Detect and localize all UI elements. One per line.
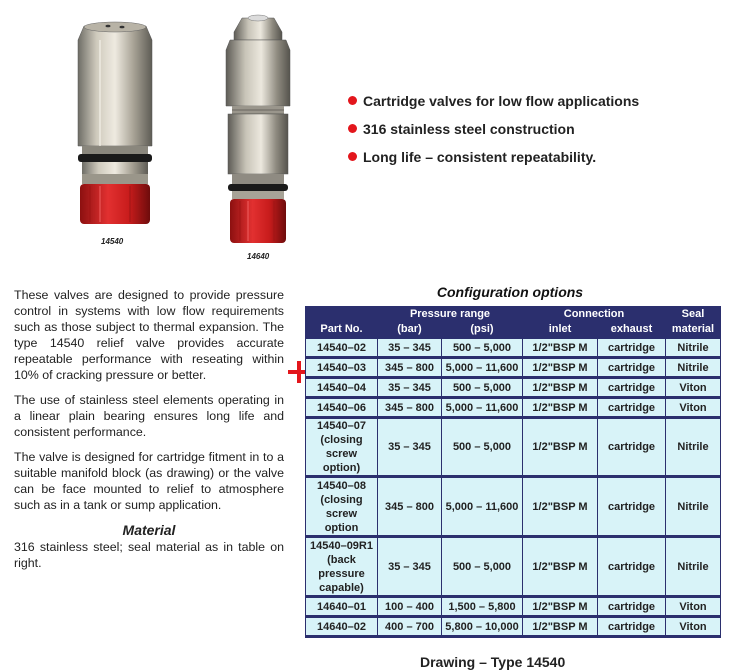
cell-part: 14540–02	[306, 338, 378, 358]
cell-psi: 5,800 – 10,000	[442, 617, 523, 637]
header-pressure-range: Pressure range	[378, 307, 523, 322]
header-seal: Seal	[666, 307, 721, 322]
header-material: material	[666, 322, 721, 338]
cell-seal: Nitrile	[666, 358, 721, 378]
cell-inlet: 1/2"BSP M	[523, 597, 598, 617]
cell-psi: 500 – 5,000	[442, 418, 523, 477]
cell-bar: 400 – 700	[378, 617, 442, 637]
cell-part: 14640–02	[306, 617, 378, 637]
cell-psi: 1,500 – 5,800	[442, 597, 523, 617]
cell-part: 14540–09R1 (back pressure capable)	[306, 537, 378, 597]
valve-14540-image	[70, 18, 160, 240]
valve-14640-caption: 14640	[247, 252, 270, 261]
cell-exhaust: cartridge	[598, 398, 666, 418]
table-row	[306, 358, 721, 378]
cell-bar: 35 – 345	[378, 418, 442, 477]
cell-exhaust: cartridge	[598, 537, 666, 597]
header-psi: (psi)	[442, 322, 523, 338]
cell-seal: Viton	[666, 617, 721, 637]
cell-bar: 345 – 800	[378, 398, 442, 418]
cell-part: 14540–07 (closing screw option)	[306, 418, 378, 477]
cell-exhaust: cartridge	[598, 597, 666, 617]
cell-part: 14540–03	[306, 358, 378, 378]
header-bar: (bar)	[378, 322, 442, 338]
feature-item: Long life – consistent repeatability.	[348, 148, 639, 176]
feature-item: 316 stainless steel construction	[348, 120, 639, 148]
cell-seal: Viton	[666, 378, 721, 398]
cell-bar: 35 – 345	[378, 378, 442, 398]
header-part-no: Part No.	[306, 307, 378, 338]
table-row	[306, 597, 721, 617]
cell-part: 14640–01	[306, 597, 378, 617]
cell-seal: Nitrile	[666, 338, 721, 358]
cell-seal: Nitrile	[666, 477, 721, 537]
cell-inlet: 1/2"BSP M	[523, 537, 598, 597]
cell-psi: 500 – 5,000	[442, 378, 523, 398]
valve-14540-caption: 14540	[101, 237, 124, 246]
valve-14640-image	[222, 10, 294, 250]
header-connection: Connection	[523, 307, 666, 322]
cell-part: 14540–06	[306, 398, 378, 418]
cell-exhaust: cartridge	[598, 378, 666, 398]
description	[14, 287, 284, 580]
description-paragraph: The use of stainless steel elements operating in a linear plain bearing ensures long life and consistent performance.	[14, 393, 284, 439]
cell-inlet: 1/2"BSP M	[523, 617, 598, 637]
feature-list	[348, 92, 639, 176]
cell-inlet: 1/2"BSP M	[523, 378, 598, 398]
cell-exhaust: cartridge	[598, 338, 666, 358]
cell-bar: 345 – 800	[378, 358, 442, 378]
cell-bar: 345 – 800	[378, 477, 442, 537]
cell-seal: Nitrile	[666, 418, 721, 477]
table-row	[306, 617, 721, 637]
cell-seal: Viton	[666, 597, 721, 617]
cell-inlet: 1/2"BSP M	[523, 338, 598, 358]
header-exhaust: exhaust	[598, 322, 666, 338]
config-title: Configuration options	[436, 284, 584, 300]
cell-exhaust: cartridge	[598, 617, 666, 637]
cell-inlet: 1/2"BSP M	[523, 358, 598, 378]
table-row	[306, 418, 721, 477]
cell-bar: 100 – 400	[378, 597, 442, 617]
drawing-heading-fragment: Drawing – Type 14540	[420, 654, 566, 670]
cell-psi: 5,000 – 11,600	[442, 358, 523, 378]
cell-seal: Nitrile	[666, 537, 721, 597]
cell-psi: 5,000 – 11,600	[442, 477, 523, 537]
cell-psi: 5,000 – 11,600	[442, 398, 523, 418]
description-paragraph: The valve is designed for cartridge fitment in to a suitable manifold block (as drawing) or the valve can be face mounted to relief to atmosphere such as in a tank or sump application.	[14, 450, 284, 512]
description-paragraph: These valves are designed to provide pressure control in systems with low flow requirements such as those subject to thermal expansion. The type 14540 relief valve provides accurate repeatable performance with reseating within 10% of cracking pressure or better.	[14, 288, 284, 382]
cell-inlet: 1/2"BSP M	[523, 418, 598, 477]
cell-bar: 35 – 345	[378, 537, 442, 597]
material-text: 316 stainless steel; seal material as in table on right.	[14, 540, 284, 570]
material-heading: Material	[122, 522, 176, 538]
cell-exhaust: cartridge	[598, 358, 666, 378]
table-row	[306, 477, 721, 537]
config-table	[305, 306, 721, 638]
cell-psi: 500 – 5,000	[442, 537, 523, 597]
cell-part: 14540–04	[306, 378, 378, 398]
cell-part: 14540–08 (closing screw option	[306, 477, 378, 537]
cell-inlet: 1/2"BSP M	[523, 477, 598, 537]
cell-seal: Viton	[666, 398, 721, 418]
header-inlet: inlet	[523, 322, 598, 338]
table-row	[306, 378, 721, 398]
cell-bar: 35 – 345	[378, 338, 442, 358]
cell-inlet: 1/2"BSP M	[523, 398, 598, 418]
cell-exhaust: cartridge	[598, 477, 666, 537]
cell-psi: 500 – 5,000	[442, 338, 523, 358]
table-row	[306, 338, 721, 358]
cell-exhaust: cartridge	[598, 418, 666, 477]
table-row	[306, 537, 721, 597]
table-row	[306, 398, 721, 418]
feature-item: Cartridge valves for low flow applications	[348, 92, 639, 120]
